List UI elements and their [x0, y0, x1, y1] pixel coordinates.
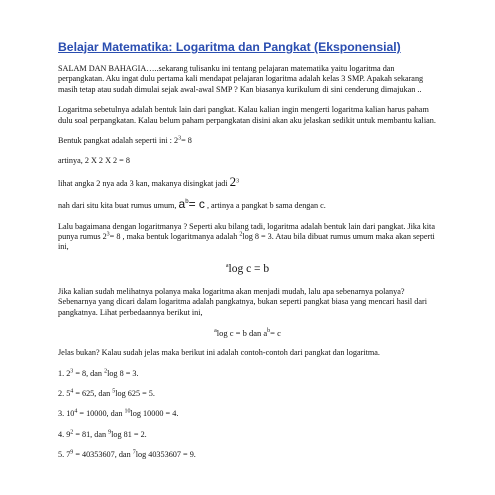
intro-paragraph: SALAM DAN BAHAGIA…..sekarang tulisanku ini tentang pelajaran matematika yaitu logaritma dan perpangkatan. Aku ingat dulu pertama kali mendapat pelajaran logaritma adalah kelas 3 SMP. Apakah sekarang masih tetap atau sudah dimulai sejak awal-awal SMP ? Kan biasanya kurikulum di sini cenderung dimajukan ..	[58, 64, 424, 94]
explanation-paragraph: Logaritma sebetulnya adalah bentuk lain dari pangkat. Kalau kalian ingin mengerti logaritma kalian harus paham dulu soal perpangkatan. Kalau belum paham perpangkatan disini akan aku jelaskan sedikit untuk membantu kalian.	[58, 105, 436, 125]
general-formula-line: nah dari situ kita buat rumus umum, $a^b= c$ , artinya a pangkat b sama dengan c.	[58, 197, 326, 212]
pattern-paragraph: Jika kalian sudah melihatnya polanya maka logaritma akan menjadi mudah, lalu apa sebenarnya polanya? Sebenarnya yang dicari dalam logaritma adalah pangkatnya, bukan seperti pangkat biasa yang mencari hasil dari pangkatnya. Lihat perbedaannya berikut ini,	[58, 286, 427, 317]
example-item-2: 2. $5^4 = 625$, dan $^5$log 625 = 5.	[58, 388, 155, 398]
meaning-line: artinya, 2 X 2 X 2 = 8	[58, 156, 130, 166]
example-item-5: 5. $7^9 = 40353607$, dan $^7$log 40353607 = 9.	[58, 449, 196, 460]
comparison-formula: $^a$log c = b dan $a^b= c$	[214, 328, 281, 339]
abbreviation-line: lihat angka 2 nya ada 3 kan, makanya disingkat jadi $2^3$	[58, 173, 240, 189]
logarithm-paragraph: Lalu bagaimana dengan logaritmanya ? Seperti aku bilang tadi, logaritma adalah bentuk lain dari pangkat. Jika kita punya rumus $2^3= 8$ , maka bentuk logaritmanya adalah $^2$log 8 = 3. Atau bila dibuat rumus umum maka akan seperti ini,	[58, 221, 435, 252]
example-item-3: 3. $10^4 = 10000$, dan $^{10}$log 10000 = 4.	[58, 408, 179, 419]
example-item-4: 4. $9^2 = 81$, dan $^9$log 81 = 2.	[58, 428, 147, 439]
examples-intro-paragraph: Jelas bukan? Kalau sudah jelas maka berikut ini adalah contoh-contoh dari pangkat dan logaritma.	[58, 348, 380, 358]
power-form-line: Bentuk pangkat adalah seperti ini : $2^3= 8$	[58, 135, 192, 146]
article-title[interactable]: Belajar Matematika: Logaritma dan Pangkat (Eksponensial)	[58, 40, 401, 54]
examples-list	[58, 369, 437, 461]
power-formula: $a^b= c$	[178, 197, 205, 212]
example-item-1: 1. $2^3 = 8$, dan $^2$log 8 = 3.	[58, 367, 139, 378]
log-formula: $^a$log c = b	[225, 262, 270, 275]
